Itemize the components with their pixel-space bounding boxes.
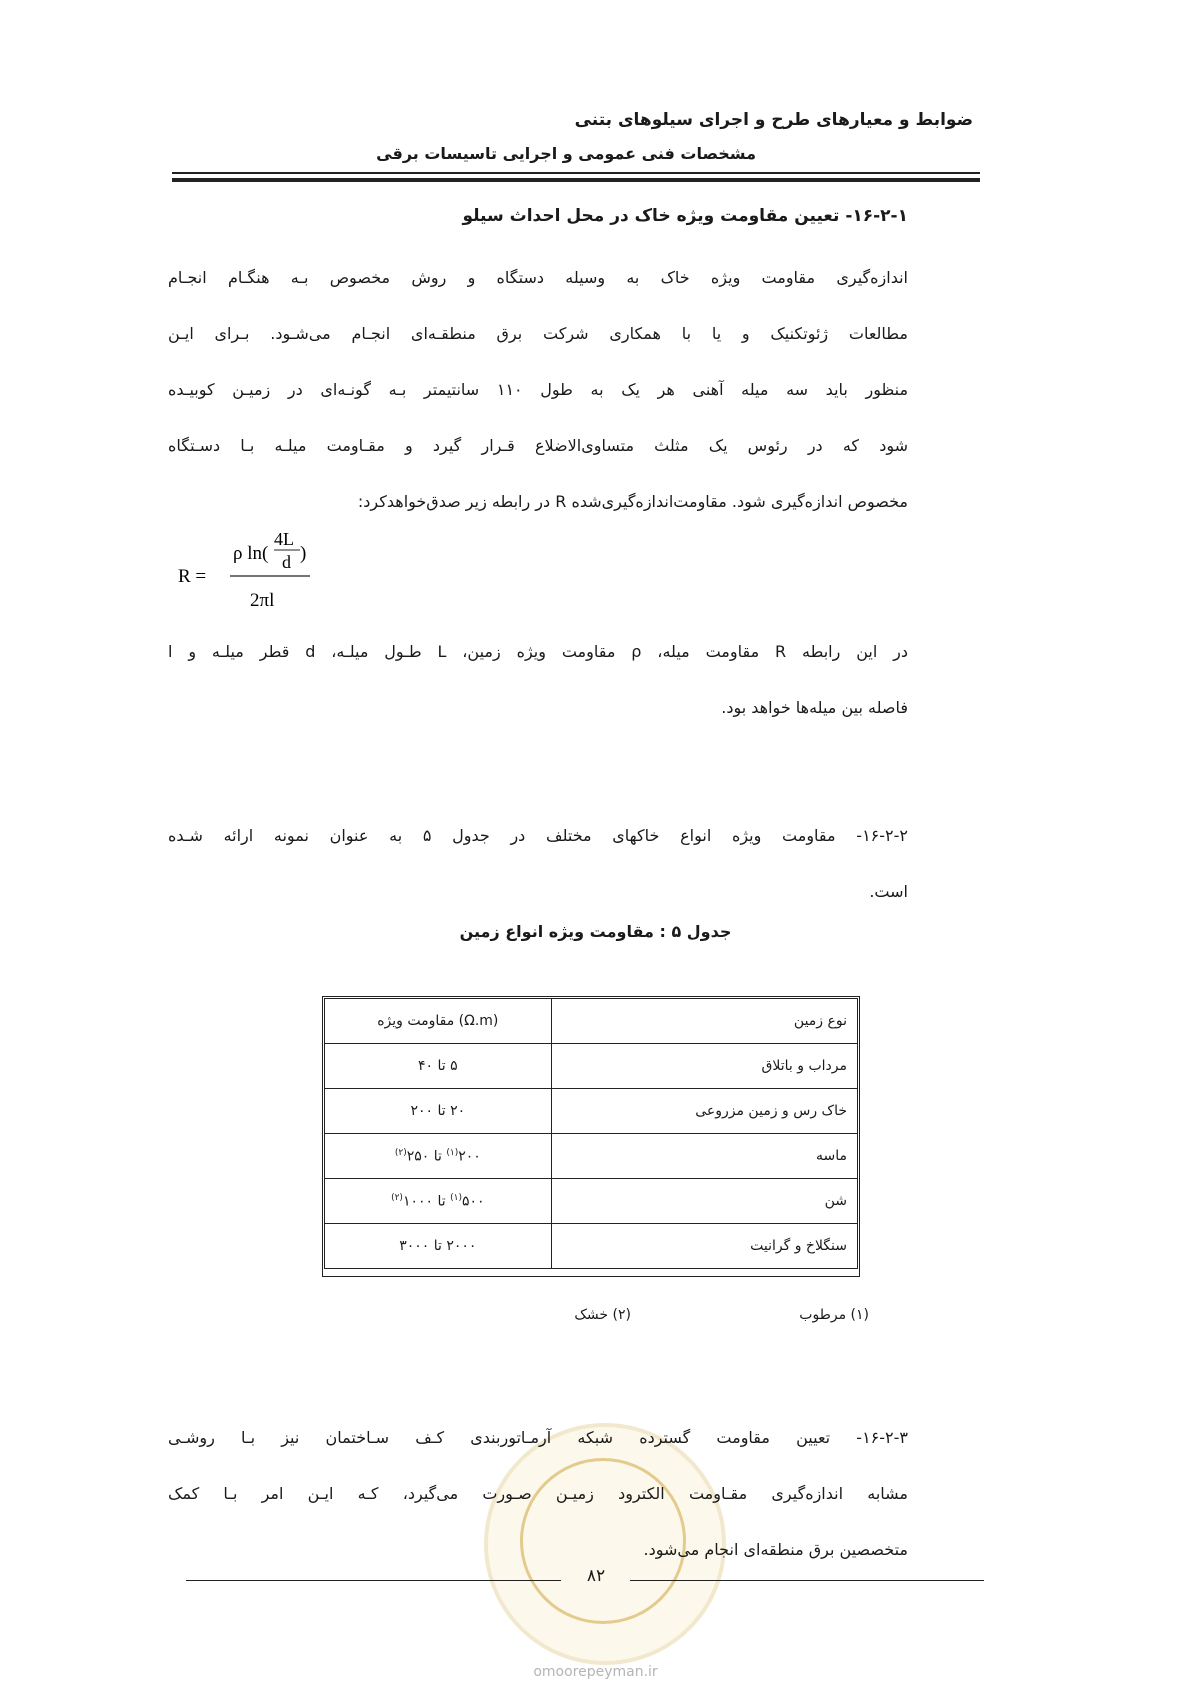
soil-resistivity-table [324, 998, 858, 1269]
paragraph-line: متخصصین برق منطقه‌ای انجام می‌شود. [643, 1540, 908, 1559]
header-soil-type: نوع زمین [551, 999, 857, 1044]
value-dry: ۲۵۰ [406, 1148, 430, 1165]
value-dry: ۱۰۰۰ [402, 1193, 434, 1210]
paragraph-16-2-3 [168, 1410, 908, 1578]
table-row [325, 1044, 858, 1089]
value-wet: ۲۰۰ [458, 1148, 481, 1165]
formula-explanation [168, 624, 908, 736]
header-rule-thin [172, 172, 980, 174]
header-rule-thick [172, 178, 980, 182]
table-row [325, 1224, 858, 1269]
cell-soil-type: سنگلاخ و گرانیت [551, 1224, 857, 1269]
formula-graphic [178, 528, 338, 614]
cell-resistivity: ۵ تا ۴۰ [325, 1044, 552, 1089]
formula-inner-numerator: 4L [274, 529, 294, 549]
table-header-row [325, 999, 858, 1044]
cell-resistivity [325, 1179, 552, 1224]
formula-denominator: 2πl [250, 590, 275, 611]
range-word: تا [429, 1148, 447, 1165]
paragraph-line: ۱۶-۲-۲- مقاومت ویژه انواع خاکهای مختلف در جدول ۵ به عنوان نمونه ارائه شـده [168, 826, 908, 845]
footnote-mark-2: (۲) [394, 1147, 407, 1158]
paragraph-line: مشابه اندازه‌گیری مقـاومت الکترود زمیـن صـورت می‌گیرد، کـه ایـن امر بـا کمک [168, 1484, 908, 1503]
paragraph-line: اندازه‌گیری مقاومت ویژه خاک به وسیله دستگاه و روش مخصوص بـه هنگـام انجـام [168, 268, 908, 287]
paragraph-line: فاصله بین میله‌ها خواهد بود. [721, 698, 908, 717]
formula-numerator-prefix: ρ ln( [233, 543, 269, 564]
cell-soil-type: ماسه [551, 1134, 857, 1179]
paragraph-line: شود که در رئوس یک مثلث متساوی‌الاضلاع قـرار گیرد و مقـاومت میلـه بـا دسـتگاه [168, 436, 908, 455]
formula-inner-denominator: d [282, 552, 291, 572]
footnote-mark-1: (۱) [446, 1147, 459, 1158]
running-header-title: ضوابط و معیارهای طرح و اجرای سیلوهای بتنی [574, 110, 973, 130]
paragraph-line: منظور باید سه میله آهنی هر یک به طول ۱۱۰ سانتیمتر بـه گونـه‌ای در زمیـن کوبیـده [168, 380, 909, 399]
resistance-formula [178, 528, 338, 620]
range-word: تا [433, 1193, 451, 1210]
table-row [325, 1089, 858, 1134]
paragraph-16-2-1 [168, 250, 908, 530]
table-row [325, 1134, 858, 1179]
paragraph-line: مخصوص اندازه‌گیری شود. مقاومت‌اندازه‌گیری‌شده R در رابطه زیر صدق‌خواهدکرد: [357, 492, 908, 511]
table-footnote-wet: (۱) مرطوب [799, 1307, 869, 1323]
formula-numerator-suffix: ) [300, 543, 307, 564]
page-number: ۸۲ [586, 1566, 606, 1586]
cell-resistivity: ۲۰۰۰ تا ۳۰۰۰ [325, 1224, 552, 1269]
cell-resistivity [325, 1134, 552, 1179]
paragraph-line: ۱۶-۲-۳- تعیین مقاومت گسترده شبکه آرمـاتوربندی کـف سـاختمان نیز بـا روشـی [168, 1428, 908, 1447]
paragraph-line: در این رابطه R مقاومت میله، ρ مقاومت ویژه زمین، L طـول میلـه، d قطر میلـه و l [168, 642, 909, 661]
website-watermark: omoorepeyman.ir [533, 1664, 658, 1680]
paragraph-line: است. [869, 882, 908, 901]
table-row [325, 1179, 858, 1224]
section-heading-16-2-1: ۱۶-۲-۱- تعیین مقاومت ویژه خاک در محل احداث سیلو [462, 206, 908, 226]
header-resistivity: مقاومت ویژه (Ω.m) [325, 999, 552, 1044]
footer-rule-right [630, 1580, 984, 1581]
cell-resistivity: ۲۰ تا ۲۰۰ [325, 1089, 552, 1134]
paragraph-16-2-2 [168, 808, 908, 920]
footer-rule-left [186, 1580, 561, 1581]
table-footnote-dry: (۲) خشک [574, 1307, 631, 1323]
table-caption: جدول ۵ : مقاومت ویژه انواع زمین [459, 922, 732, 941]
value-wet: ۵۰۰ [461, 1193, 485, 1210]
cell-soil-type: شن [551, 1179, 857, 1224]
paragraph-line: مطالعات ژئوتکنیک و یا با همکاری شرکت برق منطقـه‌ای انجـام می‌شـود. بـرای ایـن [168, 324, 908, 343]
cell-soil-type: مرداب و باتلاق [551, 1044, 857, 1089]
footnote-mark-2: (۲) [391, 1192, 403, 1203]
cell-soil-type: خاک رس و زمین مزروعی [551, 1089, 857, 1134]
running-header-subtitle: مشخصات فنی عمومی و اجرایی تاسیسات برقی [376, 144, 756, 163]
footnote-mark-1: (۱) [450, 1192, 462, 1203]
formula-lhs: R = [178, 566, 207, 587]
